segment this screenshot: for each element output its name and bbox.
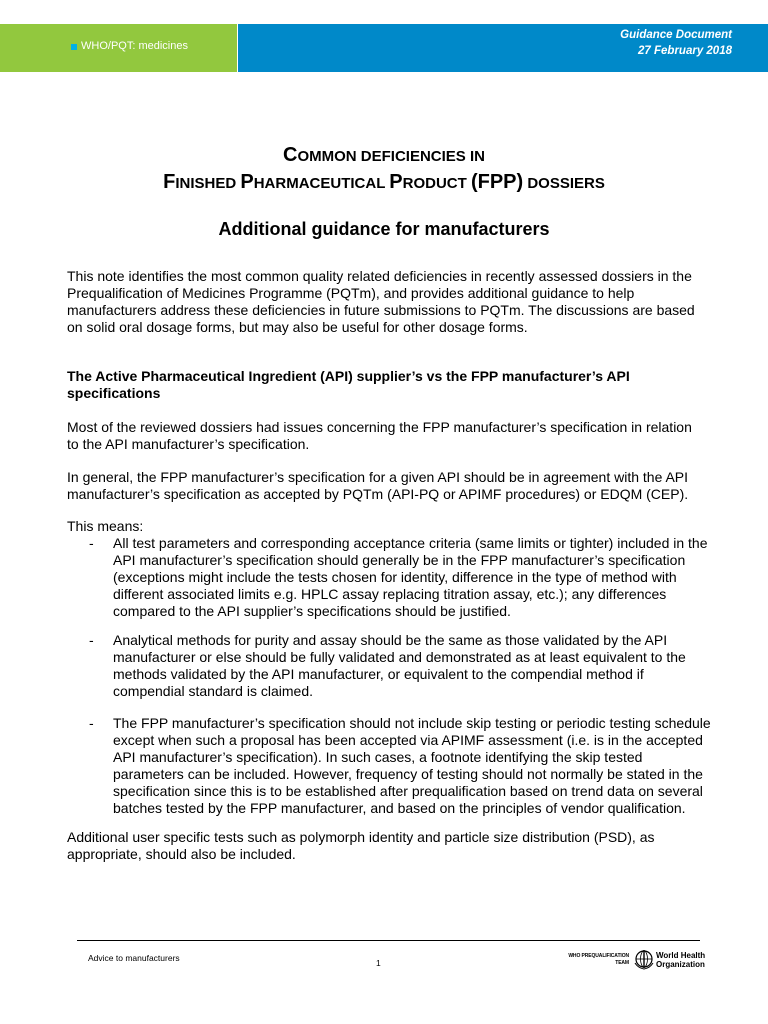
square-bullet-icon [71,44,77,50]
title-cap: F [163,171,176,193]
title-smallcaps: DOSSIERS [523,175,605,192]
dash-bullet: - [89,632,94,648]
header-program-label: WHO/PQT: medicines [81,40,188,52]
pq-team-line2: TEAM [615,960,629,966]
header-doc-type: Guidance Document [620,29,732,41]
reviewed-paragraph: Most of the reviewed dossiers had issues concerning the FPP manufacturer’s specification in relation to the API manufacturer’s specification. [67,419,692,452]
title-smallcaps: INISHED [175,175,241,192]
list-item-text: Analytical methods for purity and assay should be the same as those validated by the API manufacturer or else should be fully validated and demonstrated as at least equivalent to the methods validated by the API manufacturer, or equivalent to the compendial method if compendial standard is claimed. [113,632,686,699]
section-heading: The Active Pharmaceutical Ingredient (API) supplier’s vs the FPP manufacturer’s API specifications [67,368,630,401]
intro-paragraph: This note identifies the most common quality related deficiencies in recently assessed dossiers in the Prequalification of Medicines Programme (PQTm), and provides additional guidance to help manufacturers address these deficiencies in future submissions to PQTm. The discussions are based on solid oral dosage forms, but may also be useful for other dosage forms. [67,268,695,335]
pq-team-label [562,953,629,967]
title-smallcaps: RODUCT [402,175,471,192]
document-title-line1 [0,144,768,167]
dash-bullet: - [89,715,94,731]
closing-paragraph: Additional user specific tests such as polymorph identity and particle size distribution (PSD), as appropriate, should also be included. [67,829,655,862]
title-cap: C [283,144,298,166]
title-fpp: (FPP) [470,171,524,193]
who-emblem-icon [633,948,655,970]
title-cap: P [240,171,254,193]
who-wordmark-line1: World Health [656,951,706,960]
header-doc-info [620,27,732,59]
document-subtitle: Additional guidance for manufacturers [218,219,550,239]
footer-label: Advice to manufacturers [88,953,180,963]
general-paragraph: In general, the FPP manufacturer’s specification for a given API should be in agreement with the API manufacturer’s specification as accepted by PQTm (API-PQ or APIMF procedures) or EDQM (CEP). [67,469,689,502]
who-wordmark [656,951,705,969]
title-smallcaps: HARMACEUTICAL [253,175,390,192]
list-item-text: All test parameters and corresponding acceptance criteria (same limits or tighter) included in the API manufacturer’s specification should generally be in the FPP manufacturer’s specification (exceptions might include the tests chosen for identity, difference in the type of method with different associated limits e.g. HPLC assay replacing titration assay, etc.); any differences compared to the API supplier’s specifications should be justified. [113,535,708,619]
list-item-text: The FPP manufacturer’s specification should not include skip testing or periodic testing schedule except when such a proposal has been accepted via APIMF assessment (i.e. is in the accepted API manufacturer’s specification). In such cases, a footnote identifying the skip tested parameters can be included. However, frequency of testing should not normally be stated in the specification since this is to be established after prequalification based on trend data on several batches tested by the FPP manufacturer, and based on the principles of vendor qualification. [113,715,711,816]
header-date: 27 February 2018 [638,45,732,57]
document-title-line2 [0,171,768,194]
footer-divider [77,940,700,941]
dash-bullet: - [89,535,94,551]
page-number: 1 [376,958,381,968]
pq-team-line1: WHO PREQUALIFICATION [568,953,629,959]
title-cap: P [389,171,403,193]
who-wordmark-line2: Organization [656,960,705,969]
title-smallcaps: OMMON DEFICIENCIES IN [297,148,485,165]
this-means-label: This means: [67,518,144,534]
